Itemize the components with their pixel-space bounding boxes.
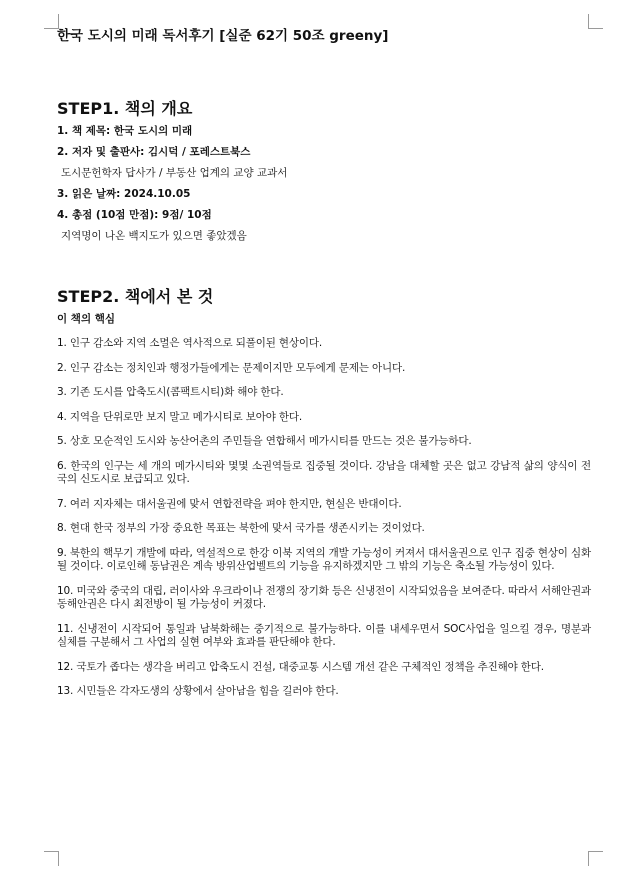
list-item: 7. 여러 지자체는 대서울권에 맞서 연합전략을 펴야 한지만, 현실은 반대이다. [57,497,402,510]
list-item: 2. 인구 감소는 정치인과 행정가들에게는 문제이지만 모두에게 문제는 아니다. [57,361,406,374]
date-read-line: 3. 읽은 날짜: 2024.10.05 [57,188,191,200]
list-item: 6. 한국의 인구는 세 개의 메가시티와 몇몇 소권역들로 집중될 것이다. 강남을 대체할 곳은 없고 강남적 삶의 양식이 전국의 신도시로 보급되고 있다. [57,459,591,485]
rating-line: 4. 총점 (10점 만점): 9점/ 10점 [57,209,212,221]
list-item: 8. 현대 한국 정부의 가장 중요한 목표는 북한에 맞서 국가를 생존시키는 것이었다. [57,522,425,534]
list-item: 5. 상호 모순적인 도시와 농산어촌의 주민들을 연합해서 메가시티를 만드는 것은 불가능하다. [57,435,472,447]
document-body[interactable] [57,26,591,699]
step2-heading: STEP2. 책에서 본 것 [57,287,214,306]
crop-mark-bottom-left [44,851,59,866]
list-item: 11. 신냉전이 시작되어 통일과 남북화해는 중기적으로 불가능하다. 이를 내세우면서 SOC사업을 일으킬 경우, 명분과 실체를 구분해서 그 사업의 실현 여부와 효과를 판단해야 한다. [57,622,591,648]
list-item: 10. 미국와 중국의 대립, 러이사와 우크라이나 전쟁의 장기화 등은 신냉전이 시작되었음을 보여준다. 따라서 서해안권과 동해안권은 다시 최전방이 될 가능성이 커졌다. [57,584,591,610]
list-item: 1. 인구 감소와 지역 소멸은 역사적으로 되풀이된 현상이다. [57,337,323,349]
list-item: 12. 국토가 좁다는 생각을 버리고 압축도시 건설, 대중교통 시스템 개선 같은 구체적인 정책을 추진해야 한다. [57,660,544,673]
list-item: 4. 지역을 단위로만 보지 말고 메가시티로 보아야 한다. [57,410,303,423]
book-title-line: 1. 책 제목: 한국 도시의 미래 [57,125,193,137]
crop-mark-bottom-right [588,851,603,866]
author-note-line: 도시문헌학자 답사가 / 부동산 업계의 교양 교과서 [61,167,288,179]
list-item: 9. 북한의 핵무기 개발에 따라, 역설적으로 한강 이북 지역의 개발 가능성이 커져서 대서울권으로 인구 집중 현상이 심화될 것이다. 이로인해 동남권은 계속 방위산업벨트의 기능을 유지하겠지만 그 밖의 기능은 축소될 가능성이 있다. [57,546,591,572]
document-title: 한국 도시의 미래 독서후기 [실준 62기 50조 greeny] [57,28,389,44]
core-label: 이 책의 핵심 [57,313,116,325]
rating-note-line: 지역명이 나온 백지도가 있으면 좋았겠음 [61,230,247,242]
list-item: 13. 시민들은 각자도생의 상황에서 살아남을 힘을 길러야 한다. [57,685,339,697]
author-publisher-line: 2. 저자 및 출판사: 김시덕 / 포레스트북스 [57,146,251,158]
step1-heading: STEP1. 책의 개요 [57,99,193,118]
list-item: 3. 기존 도시를 압축도시(콤팩트시티)화 해야 한다. [57,386,284,398]
